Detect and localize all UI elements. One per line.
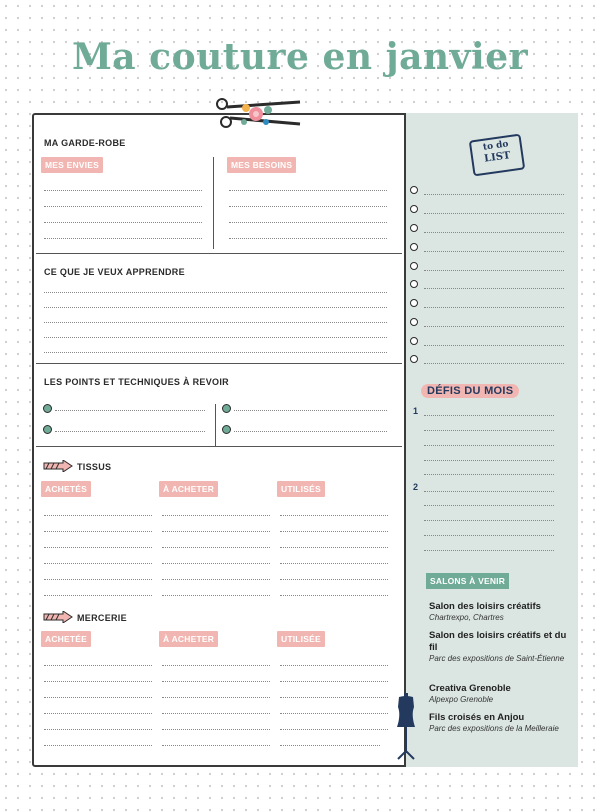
write-line[interactable] <box>44 713 152 714</box>
write-line[interactable] <box>44 665 152 666</box>
write-line[interactable] <box>44 745 152 746</box>
defi-line[interactable] <box>424 535 554 536</box>
salons-heading: SALONS À VENIR <box>426 573 509 589</box>
write-line[interactable] <box>44 547 152 548</box>
checkbox[interactable] <box>410 355 418 363</box>
salon-place: Parc des expositions de Saint-Étienne <box>429 654 565 663</box>
right-panel <box>404 113 578 767</box>
write-line[interactable] <box>44 190 202 191</box>
write-line[interactable] <box>280 595 388 596</box>
tag-mes-besoins: MES BESOINS <box>227 157 296 173</box>
todo-line2: LIST <box>483 150 512 165</box>
defi-line[interactable] <box>424 415 554 416</box>
write-line[interactable] <box>44 579 152 580</box>
write-line[interactable] <box>44 352 387 353</box>
write-line[interactable] <box>229 190 387 191</box>
salon-place: Chartrexpo, Chartres <box>429 613 504 622</box>
defis-heading: DÉFIS DU MOIS <box>421 384 519 398</box>
write-line[interactable] <box>280 729 388 730</box>
todo-line[interactable] <box>424 363 564 364</box>
write-line[interactable] <box>280 713 388 714</box>
bullet-icon <box>222 425 231 434</box>
write-line[interactable] <box>280 579 388 580</box>
tag-achetes: ACHETÉS <box>41 481 91 497</box>
todo-line[interactable] <box>424 213 564 214</box>
salon-place: Parc des expositions de la Meilleraie <box>429 724 559 733</box>
heading-tissus: TISSUS <box>77 462 112 472</box>
write-line[interactable] <box>55 410 205 411</box>
write-line[interactable] <box>162 729 270 730</box>
bullet-icon <box>43 425 52 434</box>
checkbox[interactable] <box>410 224 418 232</box>
defi-line[interactable] <box>424 460 554 461</box>
write-line[interactable] <box>280 563 388 564</box>
arrow-icon <box>43 460 73 472</box>
write-line[interactable] <box>44 515 152 516</box>
heading-garde-robe: MA GARDE-ROBE <box>44 138 126 148</box>
write-line[interactable] <box>280 745 380 746</box>
write-line[interactable] <box>162 713 270 714</box>
salon-name: Salon des loisirs créatifs et du fil <box>429 630 567 653</box>
write-line[interactable] <box>162 681 270 682</box>
todo-line[interactable] <box>424 232 564 233</box>
write-line[interactable] <box>44 563 152 564</box>
divider <box>36 446 402 447</box>
write-line[interactable] <box>280 665 388 666</box>
todo-line[interactable] <box>424 288 564 289</box>
divider <box>36 363 402 364</box>
checkbox[interactable] <box>410 280 418 288</box>
checkbox[interactable] <box>410 337 418 345</box>
todo-line[interactable] <box>424 270 564 271</box>
defi-line[interactable] <box>424 550 554 551</box>
write-line[interactable] <box>234 431 387 432</box>
defi-line[interactable] <box>424 445 554 446</box>
write-line[interactable] <box>162 579 270 580</box>
divider <box>36 253 402 254</box>
salon-place: Alpexpo Grenoble <box>429 695 494 704</box>
tag-utilisee: UTILISÉE <box>277 631 325 647</box>
write-line[interactable] <box>229 222 387 223</box>
todo-line[interactable] <box>424 326 564 327</box>
checkbox[interactable] <box>410 318 418 326</box>
defi-line[interactable] <box>424 491 554 492</box>
defi-line[interactable] <box>424 505 554 506</box>
checkbox[interactable] <box>410 205 418 213</box>
write-line[interactable] <box>229 238 387 239</box>
write-line[interactable] <box>44 206 202 207</box>
tag-mes-envies: MES ENVIES <box>41 157 103 173</box>
write-line[interactable] <box>44 531 152 532</box>
write-line[interactable] <box>229 206 387 207</box>
flower-icon <box>241 104 272 125</box>
tag-a-acheter: À ACHETER <box>159 631 218 647</box>
write-line[interactable] <box>162 563 270 564</box>
write-line[interactable] <box>44 238 202 239</box>
write-line[interactable] <box>162 531 270 532</box>
salon-item <box>429 683 569 705</box>
write-line[interactable] <box>162 595 270 596</box>
write-line[interactable] <box>162 547 270 548</box>
todo-line[interactable] <box>424 345 564 346</box>
write-line[interactable] <box>162 697 270 698</box>
tag-achetee: ACHETÉE <box>41 631 91 647</box>
bullet-icon <box>222 404 231 413</box>
write-line[interactable] <box>55 431 205 432</box>
page-title: Ma couture en janvier <box>71 36 529 78</box>
write-line[interactable] <box>280 531 388 532</box>
dress-form-icon <box>393 693 419 763</box>
todo-line[interactable] <box>424 194 564 195</box>
write-line[interactable] <box>44 729 152 730</box>
todo-line1: to do <box>482 139 510 153</box>
defi-number: 2 <box>413 482 419 492</box>
tag-utilises: UTILISÉS <box>277 481 325 497</box>
defi-line[interactable] <box>424 430 554 431</box>
arrow-icon <box>43 611 73 623</box>
write-line[interactable] <box>280 681 388 682</box>
salon-item <box>429 630 569 664</box>
salon-item <box>429 601 569 623</box>
salon-name: Salon des loisirs créatifs <box>429 601 541 612</box>
write-line[interactable] <box>234 410 387 411</box>
write-line[interactable] <box>44 307 387 308</box>
divider <box>215 404 216 446</box>
defi-number: 1 <box>413 406 419 416</box>
todo-list-stamp <box>469 134 526 177</box>
write-line[interactable] <box>44 681 152 682</box>
heading-mercerie: MERCERIE <box>77 613 127 623</box>
bullet-icon <box>43 404 52 413</box>
salon-item <box>429 712 569 734</box>
checkbox[interactable] <box>410 186 418 194</box>
tag-a-acheter: À ACHETER <box>159 481 218 497</box>
write-line[interactable] <box>162 515 270 516</box>
write-line[interactable] <box>44 222 202 223</box>
write-line[interactable] <box>280 515 388 516</box>
write-line[interactable] <box>44 337 387 338</box>
salon-name: Creativa Grenoble <box>429 683 511 694</box>
defi-line[interactable] <box>424 474 554 475</box>
write-line[interactable] <box>280 547 388 548</box>
defi-line[interactable] <box>424 520 554 521</box>
checkbox[interactable] <box>410 262 418 270</box>
heading-apprendre: CE QUE JE VEUX APPRENDRE <box>44 267 185 277</box>
checkbox[interactable] <box>410 299 418 307</box>
scissors-icon <box>212 96 304 136</box>
write-line[interactable] <box>44 292 387 293</box>
todo-line[interactable] <box>424 251 564 252</box>
write-line[interactable] <box>280 697 388 698</box>
write-line[interactable] <box>44 595 152 596</box>
checkbox[interactable] <box>410 243 418 251</box>
divider <box>213 157 214 249</box>
todo-line[interactable] <box>424 307 564 308</box>
salon-name: Fils croisés en Anjou <box>429 712 525 723</box>
write-line[interactable] <box>162 745 270 746</box>
write-line[interactable] <box>44 322 387 323</box>
write-line[interactable] <box>44 697 152 698</box>
heading-points: LES POINTS ET TECHNIQUES À REVOIR <box>44 377 229 387</box>
write-line[interactable] <box>162 665 270 666</box>
